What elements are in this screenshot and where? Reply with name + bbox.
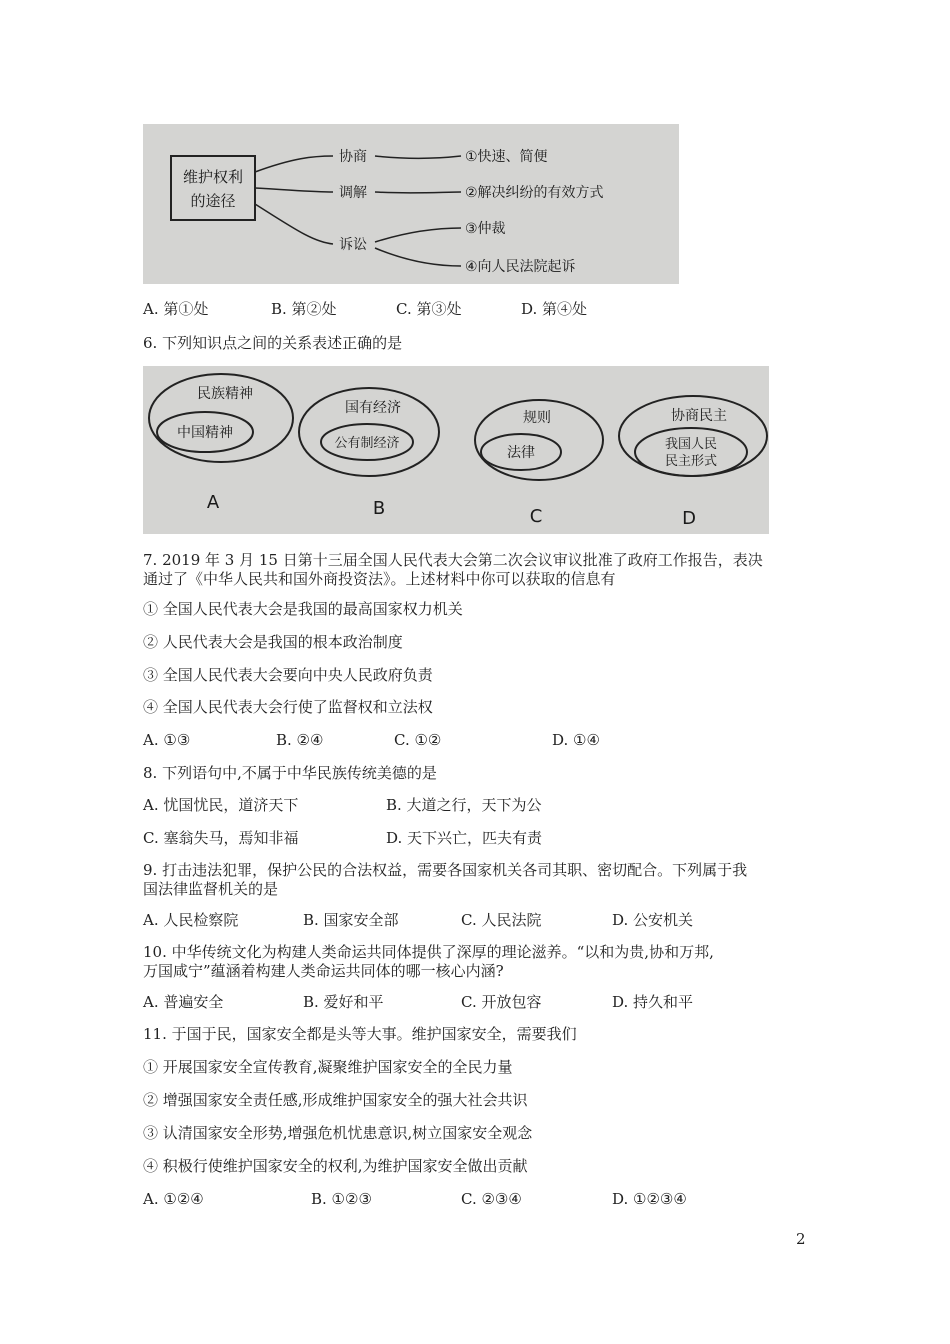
q5-option-b[interactable]: B. 第②处 bbox=[271, 300, 337, 318]
c-inner: 法律 bbox=[507, 445, 535, 461]
q10-option-c[interactable]: C. 开放包容 bbox=[461, 993, 542, 1011]
d-inner-line2: 民主形式 bbox=[664, 454, 718, 469]
c-outer: 规则 bbox=[523, 410, 551, 426]
diagram-box-line1: 维护权利 bbox=[182, 168, 244, 186]
q8-option-d[interactable]: D. 天下兴亡，匹夫有责 bbox=[386, 829, 543, 847]
q7-statement-3: ③ 全国人民代表大会要向中央人民政府负责 bbox=[143, 666, 433, 684]
q9-stem-line1: 9. 打击违法犯罪，保护公民的合法权益，需要各国家机关各司其职、密切配合。下列属于我 bbox=[143, 861, 748, 879]
q7-option-b[interactable]: B. ②④ bbox=[276, 731, 324, 749]
concept-relation-diagram bbox=[143, 366, 769, 534]
item-3: ③仲裁 bbox=[465, 221, 506, 237]
c-label: C bbox=[529, 506, 543, 527]
q7-option-a[interactable]: A. ①③ bbox=[143, 731, 191, 749]
q7-stem-line2: 通过了《中华人民共和国外商投资法》。上述材料中你可以获取的信息有 bbox=[143, 570, 616, 588]
q8-option-a[interactable]: A. 忧国忧民，道济天下 bbox=[143, 796, 299, 814]
q7-statement-2: ② 人民代表大会是我国的根本政治制度 bbox=[143, 633, 403, 651]
q11-statement-2: ② 增强国家安全责任感,形成维护国家安全的强大社会共识 bbox=[143, 1091, 528, 1109]
q11-statement-4: ④ 积极行使维护国家安全的权利,为维护国家安全做出贡献 bbox=[143, 1157, 528, 1175]
q11-option-b[interactable]: B. ①②③ bbox=[311, 1190, 372, 1208]
q9-option-d[interactable]: D. 公安机关 bbox=[612, 911, 694, 929]
q9-option-c[interactable]: C. 人民法院 bbox=[461, 911, 542, 929]
d-inner-line1: 我国人民 bbox=[664, 437, 718, 452]
q10-stem-line2: 万国咸宁”蕴涵着构建人类命运共同体的哪一核心内涵? bbox=[143, 962, 504, 980]
q7-stem-line1: 7. 2019 年 3 月 15 日第十三届全国人民代表大会第二次会议审议批准了政府工作报告，表决 bbox=[143, 551, 763, 569]
a-label: A bbox=[206, 492, 220, 513]
q10-option-b[interactable]: B. 爱好和平 bbox=[303, 993, 384, 1011]
q10-stem-line1: 10. 中华传统文化为构建人类命运共同体提供了深厚的理论滋养。“以和为贵,协和万邦, bbox=[143, 943, 714, 961]
q7-statement-1: ① 全国人民代表大会是我国的最高国家权力机关 bbox=[143, 600, 463, 618]
q5-option-c[interactable]: C. 第③处 bbox=[396, 300, 462, 318]
item-4: ④向人民法院起诉 bbox=[465, 259, 576, 275]
item-2: ②解决纠纷的有效方式 bbox=[465, 185, 604, 201]
q8-stem: 8. 下列语句中,不属于中华民族传统美德的是 bbox=[143, 764, 437, 782]
d-label: D bbox=[682, 508, 696, 529]
q9-option-a[interactable]: A. 人民检察院 bbox=[143, 911, 239, 929]
q11-option-a[interactable]: A. ①②④ bbox=[143, 1190, 204, 1208]
q11-option-c[interactable]: C. ②③④ bbox=[461, 1190, 522, 1208]
q10-option-d[interactable]: D. 持久和平 bbox=[612, 993, 694, 1011]
d-outer: 协商民主 bbox=[671, 408, 727, 424]
q11-stem: 11. 于国于民，国家安全都是头等大事。维护国家安全，需要我们 bbox=[143, 1025, 577, 1043]
diagram-box bbox=[171, 156, 255, 220]
branch-mediate: 调解 bbox=[339, 185, 367, 201]
q8-option-c[interactable]: C. 塞翁失马，焉知非福 bbox=[143, 829, 299, 847]
diagram-box-line2: 的途径 bbox=[190, 192, 236, 210]
a-inner: 中国精神 bbox=[177, 425, 233, 441]
q5-option-d[interactable]: D. 第④处 bbox=[521, 300, 588, 318]
a-outer: 民族精神 bbox=[197, 386, 253, 402]
q11-statement-1: ① 开展国家安全宣传教育,凝聚维护国家安全的全民力量 bbox=[143, 1058, 513, 1076]
q10-option-a[interactable]: A. 普遍安全 bbox=[143, 993, 224, 1011]
branch-negotiate: 协商 bbox=[339, 149, 367, 165]
q8-option-b[interactable]: B. 大道之行，天下为公 bbox=[386, 796, 542, 814]
q9-stem-line2: 国法律监督机关的是 bbox=[143, 880, 279, 898]
q7-statement-4: ④ 全国人民代表大会行使了监督权和立法权 bbox=[143, 698, 433, 716]
item-1: ①快速、简便 bbox=[465, 149, 548, 165]
page-number: 2 bbox=[796, 1230, 806, 1248]
b-label: B bbox=[372, 498, 386, 519]
branch-litigate: 诉讼 bbox=[339, 237, 367, 253]
q11-statement-3: ③ 认清国家安全形势,增强危机忧患意识,树立国家安全观念 bbox=[143, 1124, 533, 1142]
q5-option-a[interactable]: A. 第①处 bbox=[143, 300, 209, 318]
q6-stem: 6. 下列知识点之间的关系表述正确的是 bbox=[143, 334, 403, 352]
b-outer: 国有经济 bbox=[345, 400, 401, 416]
q7-option-c[interactable]: C. ①② bbox=[394, 731, 442, 749]
q9-option-b[interactable]: B. 国家安全部 bbox=[303, 911, 399, 929]
rights-path-diagram bbox=[143, 124, 679, 284]
q11-option-d[interactable]: D. ①②③④ bbox=[612, 1190, 687, 1208]
q7-option-d[interactable]: D. ①④ bbox=[552, 731, 600, 749]
b-inner: 公有制经济 bbox=[334, 436, 400, 451]
